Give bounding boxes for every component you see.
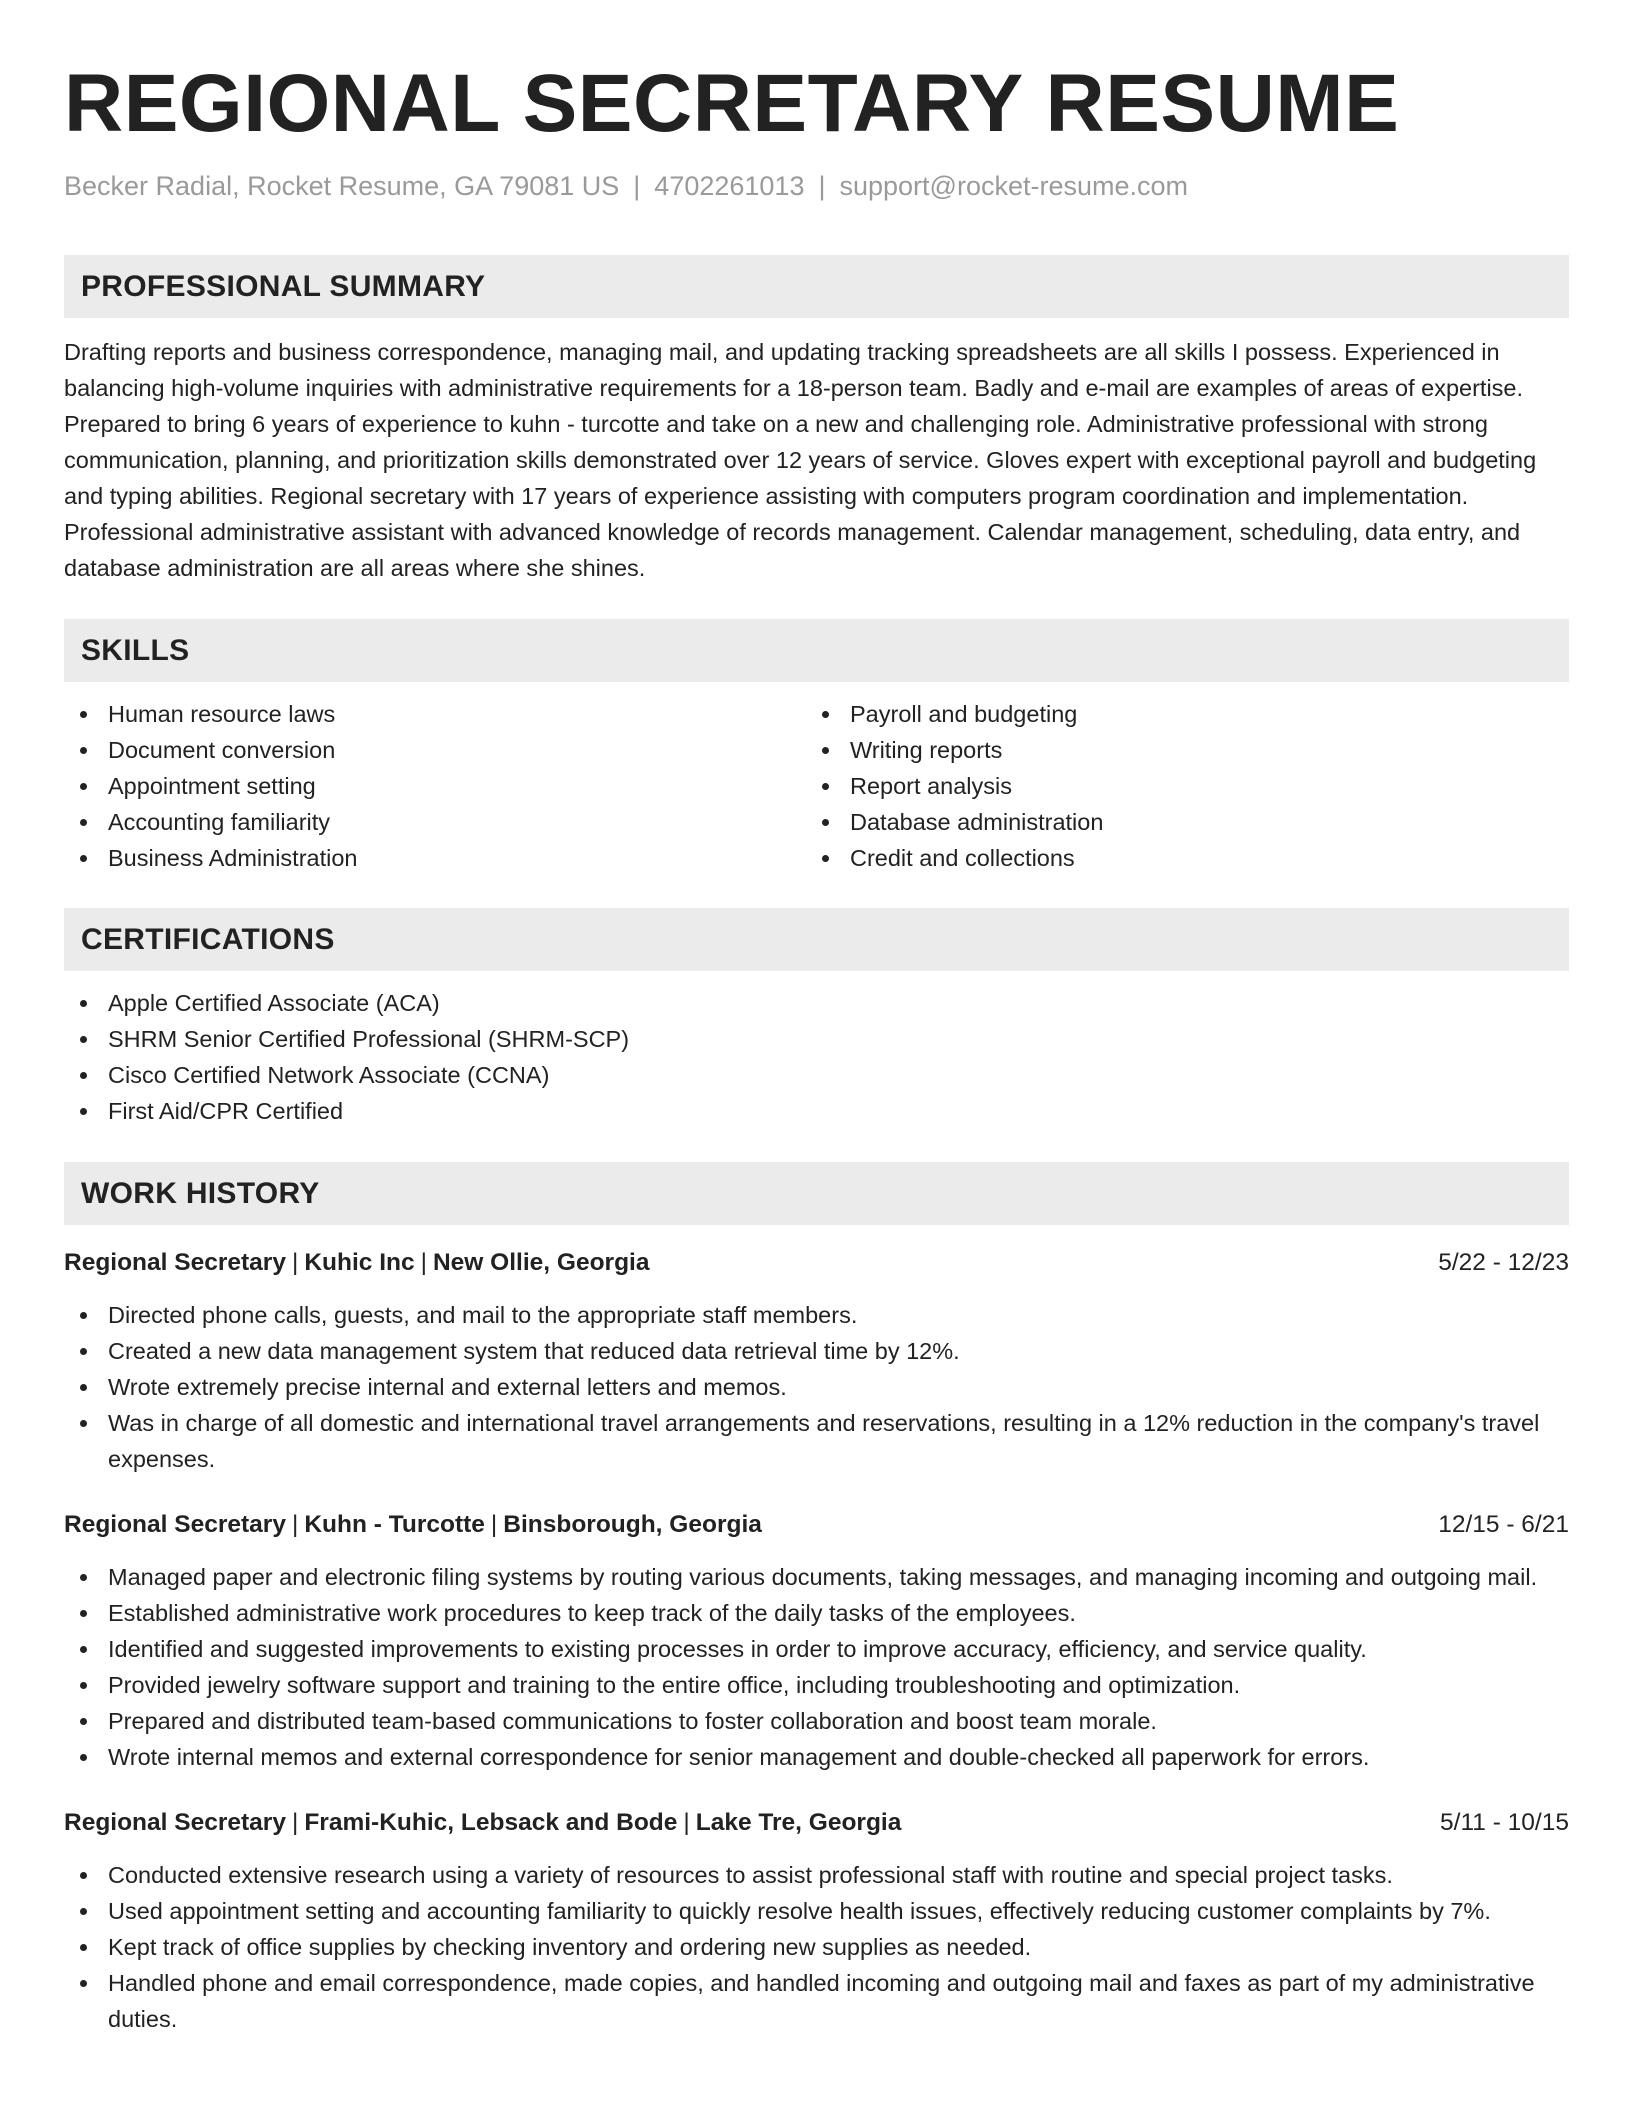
skill-item: Business Administration	[64, 840, 806, 876]
section-header-summary	[64, 255, 1569, 318]
job-bullet: Identified and suggested improvements to existing processes in order to improve accuracy, efficiency, and service quality.	[64, 1631, 1569, 1667]
job-separator: |	[490, 1511, 498, 1538]
job-bullet: Directed phone calls, guests, and mail to the appropriate staff members.	[64, 1297, 1569, 1333]
job-entry	[64, 1245, 1569, 1477]
skill-item: Document conversion	[64, 732, 806, 768]
summary-paragraph: Drafting reports and business correspondence, managing mail, and updating tracking spreadsheets are all skills I possess. Experienced in balancing high-volume inquiries with administrative requirements for a 18-person team. Badly and e-mail are examples of areas of expertise. Prepared to bring 6 years of experience to kuhn - turcotte and take on a new and challenging role. Administrative professional with strong communication, planning, and prioritization skills demonstrated over 12 years of service. Gloves expert with exceptional payroll and budgeting and typing abilities. Regional secretary with 17 years of experience assisting with computers program coordination and implementation. Professional administrative assistant with advanced knowledge of records management. Calendar management, scheduling, data entry, and database administration are all areas where she shines.	[64, 339, 1537, 581]
contact-address: Becker Radial, Rocket Resume, GA 79081 US	[64, 171, 620, 201]
skills-column-right	[806, 696, 1548, 876]
job-bullet: Prepared and distributed team-based communications to foster collaboration and boost team morale.	[64, 1703, 1569, 1739]
section-title: PROFESSIONAL SUMMARY	[81, 269, 486, 303]
job-bullet: Established administrative work procedures to keep track of the daily tasks of the employees.	[64, 1595, 1569, 1631]
job-location: New Ollie, Georgia	[432, 1249, 650, 1276]
job-location: Lake Tre, Georgia	[695, 1809, 902, 1836]
job-header	[64, 1507, 1569, 1543]
section-header-work-history	[64, 1162, 1569, 1225]
certification-item: Apple Certified Associate (ACA)	[64, 985, 1569, 1021]
job-company: Kuhic Inc	[304, 1249, 415, 1276]
skill-item: Report analysis	[806, 768, 1548, 804]
skill-item: Appointment setting	[64, 768, 806, 804]
skill-item: Human resource laws	[64, 696, 806, 732]
job-header	[64, 1245, 1569, 1281]
skill-item: Database administration	[806, 804, 1548, 840]
job-separator: |	[291, 1249, 299, 1276]
skills-grid	[64, 696, 1569, 876]
section-header-certifications	[64, 908, 1569, 971]
skills-list	[64, 696, 806, 876]
skills-column-left	[64, 696, 806, 876]
skill-item: Accounting familiarity	[64, 804, 806, 840]
certification-item: First Aid/CPR Certified	[64, 1093, 1569, 1129]
certification-item: SHRM Senior Certified Professional (SHRM-SCP)	[64, 1021, 1569, 1057]
job-separator: |	[291, 1511, 299, 1538]
job-bullet: Wrote internal memos and external correspondence for senior management and double-checked all paperwork for errors.	[64, 1739, 1569, 1775]
job-dates: 12/15 - 6/21	[1438, 1511, 1569, 1538]
job-company: Kuhn - Turcotte	[304, 1511, 485, 1538]
job-separator: |	[683, 1809, 690, 1836]
contact-phone: 4702261013	[654, 171, 805, 201]
job-bullet: Conducted extensive research using a variety of resources to assist professional staff with routine and special project tasks.	[64, 1857, 1569, 1893]
job-bullet: Managed paper and electronic filing systems by routing various documents, taking messages, and managing incoming and outgoing mail.	[64, 1559, 1569, 1595]
skill-item: Credit and collections	[806, 840, 1548, 876]
job-bullet: Wrote extremely precise internal and external letters and memos.	[64, 1369, 1569, 1405]
job-separator: |	[420, 1249, 427, 1276]
job-bullet: Created a new data management system that reduced data retrieval time by 12%.	[64, 1333, 1569, 1369]
job-entry	[64, 1507, 1569, 1775]
job-entry	[64, 1805, 1569, 2037]
job-bullet: Used appointment setting and accounting familiarity to quickly resolve health issues, effectively reducing customer complaints by 7%.	[64, 1893, 1569, 1929]
job-dates: 5/11 - 10/15	[1440, 1809, 1569, 1836]
job-bullet: Was in charge of all domestic and international travel arrangements and reservations, resulting in a 12% reduction in the company's travel expenses.	[64, 1405, 1569, 1477]
contact-separator: |	[633, 171, 641, 201]
section-title: SKILLS	[81, 633, 190, 667]
job-header	[64, 1805, 1569, 1841]
job-location: Binsborough, Georgia	[503, 1511, 762, 1538]
skill-item: Writing reports	[806, 732, 1548, 768]
section-title: WORK HISTORY	[81, 1176, 320, 1210]
job-title: Regional Secretary	[64, 1249, 286, 1276]
certification-item: Cisco Certified Network Associate (CCNA)	[64, 1057, 1569, 1093]
section-title: CERTIFICATIONS	[81, 922, 335, 956]
contact-separator: |	[818, 171, 826, 201]
job-bullets	[64, 1857, 1569, 2037]
job-bullets	[64, 1297, 1569, 1477]
section-header-skills	[64, 619, 1569, 682]
job-heading	[64, 1507, 762, 1543]
certifications-list	[64, 985, 1569, 1129]
job-bullets	[64, 1559, 1569, 1775]
contact-email: support@rocket-resume.com	[839, 171, 1189, 201]
job-title: Regional Secretary	[64, 1511, 286, 1538]
job-bullet: Handled phone and email correspondence, made copies, and handled incoming and outgoing mail and faxes as part of my administrative duties.	[64, 1965, 1569, 2037]
skills-list	[806, 696, 1548, 876]
job-company: Frami-Kuhic, Lebsack and Bode	[304, 1809, 678, 1836]
job-heading	[64, 1245, 649, 1281]
resume-title: REGIONAL SECRETARY RESUME	[64, 58, 1400, 149]
job-heading	[64, 1805, 901, 1841]
job-bullet: Provided jewelry software support and training to the entire office, including troubleshooting and optimization.	[64, 1667, 1569, 1703]
job-separator: |	[291, 1809, 299, 1836]
job-bullet: Kept track of office supplies by checking inventory and ordering new supplies as needed.	[64, 1929, 1569, 1965]
job-title: Regional Secretary	[64, 1809, 286, 1836]
contact-line	[64, 168, 1569, 204]
skill-item: Payroll and budgeting	[806, 696, 1548, 732]
job-dates: 5/22 - 12/23	[1438, 1249, 1569, 1276]
